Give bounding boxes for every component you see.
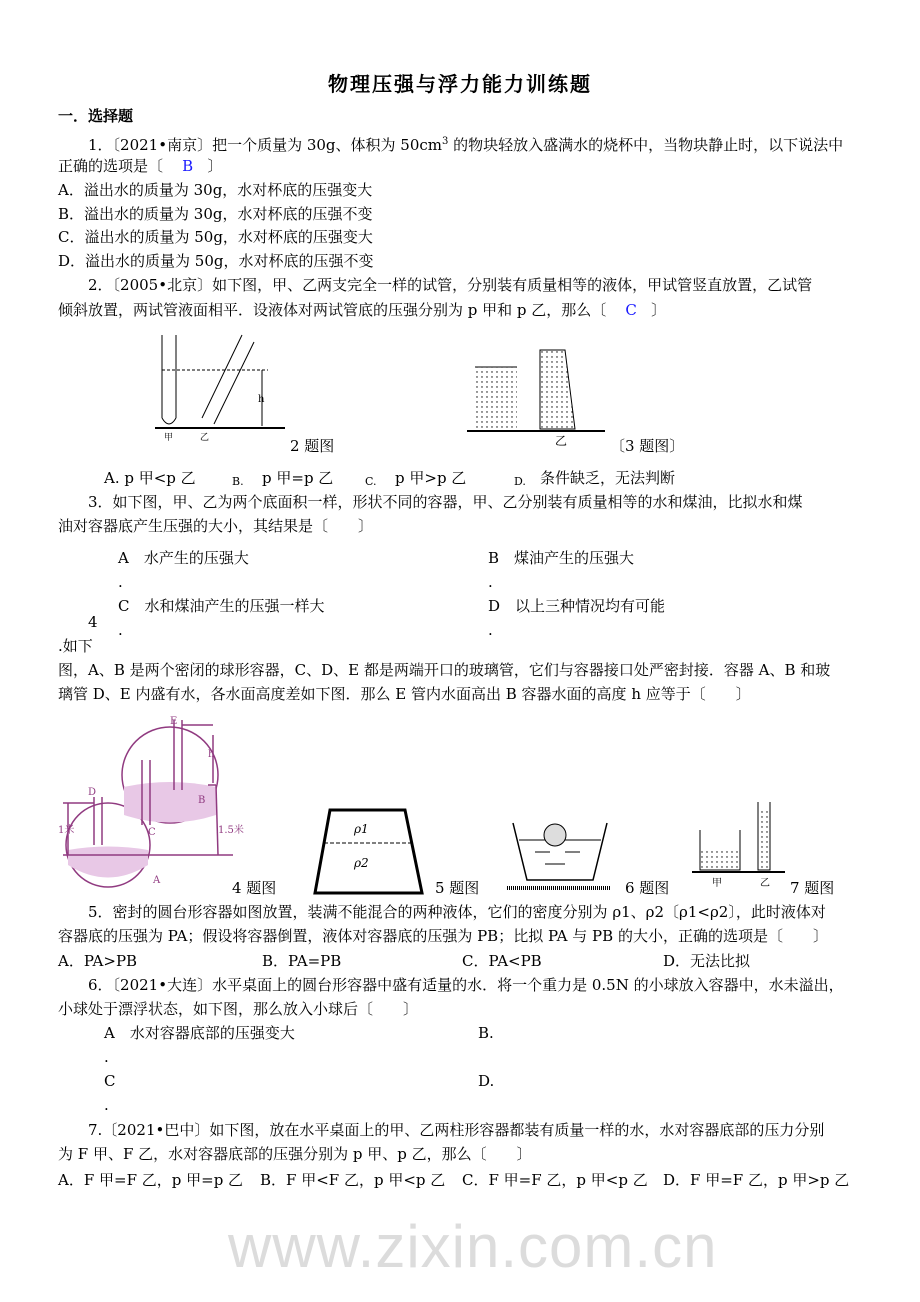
q1-stem-2 — [58, 156, 222, 176]
figure-5 — [310, 805, 430, 897]
q1-text: 1．〔2021•南京〕把一个质量为 30g、体积为 50cm — [88, 136, 443, 154]
figure-3-caption: 〔3 题图〕 — [610, 437, 685, 455]
label-b: B — [198, 795, 206, 806]
label-rho1: ρ1 — [354, 822, 369, 836]
q7-option: D．F 甲=F 乙，p 甲>p 乙 — [663, 1171, 850, 1189]
superscript: 3 — [442, 136, 449, 147]
q7-option: B．F 甲<F 乙，p 甲<p 乙 — [260, 1171, 446, 1189]
figure-6 — [505, 818, 615, 894]
q2-option-a: A. p 甲<p 乙 — [104, 469, 196, 487]
label-15m: 1.5米 — [218, 825, 244, 836]
q7-stem-2: 为 F 甲、F 乙，水对容器底部的压强分别为 p 甲、p 乙，那么〔 〕 — [58, 1145, 532, 1163]
q4-stem-0: .如下 — [58, 637, 93, 655]
q2-option-b-letter: B. — [232, 475, 244, 488]
figure-2-caption: 2 题图 — [290, 437, 335, 455]
q1-stem — [88, 132, 843, 155]
label-jia: 甲 — [164, 433, 174, 443]
label-h: h — [208, 749, 215, 760]
figure-7-caption: 7 题图 — [790, 879, 835, 897]
q2-text: 倾斜放置，两试管液面相平．设液体对两试管底的压强分别为 p 甲和 p 乙，那么〔 — [58, 301, 607, 319]
dot: . — [488, 573, 493, 591]
q2-stem: 2．〔2005•北京〕如下图，甲、乙两支完全一样的试管，分别装有质量相等的液体，甲试管竖直放置，乙试管 — [88, 276, 813, 294]
q7-option: A．F 甲=F 乙，p 甲=p 乙 — [58, 1171, 244, 1189]
q2-answer: C — [625, 301, 637, 319]
q6-stem: 6．〔2021•大连〕水平桌面上的圆台形容器中盛有适量的水．将一个重力是 0.5N 的小球放入容器中，水未溢出， — [88, 976, 844, 994]
bracket: 〕 — [207, 157, 223, 175]
q3-option: C 水和煤油产生的压强一样大 — [118, 597, 325, 615]
label-1m: 1米 — [58, 825, 75, 836]
q6-option: C — [104, 1072, 116, 1090]
q1-text: 的物块轻放入盛满水的烧杯中，当物块静止时，以下说法中 — [448, 136, 844, 154]
q5-option: D．无法比拟 — [663, 952, 751, 970]
q5-stem: 5．密封的圆台形容器如图放置，装满不能混合的两种液体，它们的密度分别为 ρ1、ρ2〔ρ1<ρ2〕，此时液体对 — [88, 903, 826, 921]
section-heading: 一．选择题 — [58, 107, 134, 125]
q2-option-d: 条件缺乏，无法判断 — [540, 469, 676, 487]
q1-option: A．溢出水的质量为 30g，水对杯底的压强变大 — [58, 181, 373, 199]
figure-7 — [690, 800, 790, 890]
label-e: E — [170, 716, 178, 727]
bracket: 〕 — [651, 301, 667, 319]
figure-6-caption: 6 题图 — [625, 879, 670, 897]
q1-text: 正确的选项是〔 — [58, 157, 164, 175]
q3-option: B 煤油产生的压强大 — [488, 549, 635, 567]
q1-option: B．溢出水的质量为 30g，水对杯底的压强不变 — [58, 205, 373, 223]
q7-option: C．F 甲=F 乙，p 甲<p 乙 — [462, 1171, 648, 1189]
q6-option: D. — [478, 1072, 495, 1090]
q2-option-c: p 甲>p 乙 — [395, 469, 467, 487]
q2-stem-2 — [58, 300, 666, 320]
q7-stem: 7.〔2021•巴中〕如下图，放在水平桌面上的甲、乙两柱形容器都装有质量一样的水，水对容器底部的压力分别 — [88, 1121, 825, 1139]
q3-option: D 以上三种情况均有可能 — [488, 597, 666, 615]
figure-2 — [150, 330, 290, 443]
dot: . — [104, 1048, 109, 1066]
q4-stem-2: 璃管 D、E 内盛有水，各水面高度差如下图．那么 E 管内水面高出 B 容器水面的高度 h 应等于〔 〕 — [58, 685, 751, 703]
figure-4 — [58, 715, 244, 895]
q5-option: B．PA=PB — [262, 952, 342, 970]
q6-option: B. — [478, 1024, 494, 1042]
figure-5-caption: 5 题图 — [435, 879, 480, 897]
q5-option: C．PA<PB — [462, 952, 542, 970]
label-d: D — [88, 787, 97, 798]
q5-stem-2: 容器底的压强为 PA；假设将容器倒置，液体对容器底的压强为 PB；比拟 PA 与 PB 的大小，正确的选项是〔 〕 — [58, 927, 828, 945]
q6-stem-2: 小球处于漂浮状态，如下图，那么放入小球后〔 〕 — [58, 1000, 419, 1018]
figure-3 — [465, 345, 610, 448]
label-rho2: ρ2 — [354, 856, 369, 870]
dot: . — [488, 621, 493, 639]
q2-option-b: p 甲=p 乙 — [262, 469, 334, 487]
label-h: h — [258, 394, 265, 405]
label-yi: 乙 — [760, 878, 770, 889]
dot: . — [118, 573, 123, 591]
label-jia: 甲 — [712, 878, 722, 889]
label-c: C — [148, 827, 156, 838]
watermark: www.zixin.com.cn — [228, 1213, 718, 1280]
q3-option: A 水产生的压强大 — [118, 549, 249, 567]
dot: . — [104, 1096, 109, 1114]
q1-option: D．溢出水的质量为 50g，水对杯底的压强不变 — [58, 252, 374, 270]
q2-option-c-letter: C. — [365, 475, 377, 488]
q4-number: 4 — [88, 613, 98, 631]
label-yi: 乙 — [555, 434, 568, 448]
q4-stem: 图，A、B 是两个密闭的球形容器，C、D、E 都是两端开口的玻璃管，它们与容器接口处严密封接．容器 A、B 和玻 — [58, 661, 831, 679]
q1-answer: B — [182, 157, 194, 175]
q2-option-d-letter: D. — [514, 475, 526, 488]
q3-stem-2: 油对容器底产生压强的大小，其结果是〔 〕 — [58, 517, 374, 535]
label-a: A — [153, 875, 161, 886]
q5-option: A．PA>PB — [58, 952, 138, 970]
q6-option: A 水对容器底部的压强变大 — [104, 1024, 295, 1042]
q3-stem: 3．如下图，甲、乙为两个底面积一样，形状不同的容器，甲、乙分别装有质量相等的水和煤油，比拟水和煤 — [88, 493, 803, 511]
page-title: 物理压强与浮力能力训练题 — [328, 72, 592, 96]
q1-option: C．溢出水的质量为 50g，水对杯底的压强变大 — [58, 228, 373, 246]
dot: . — [118, 621, 123, 639]
label-yi: 乙 — [200, 433, 210, 443]
figure-4-caption: 4 题图 — [232, 879, 277, 897]
